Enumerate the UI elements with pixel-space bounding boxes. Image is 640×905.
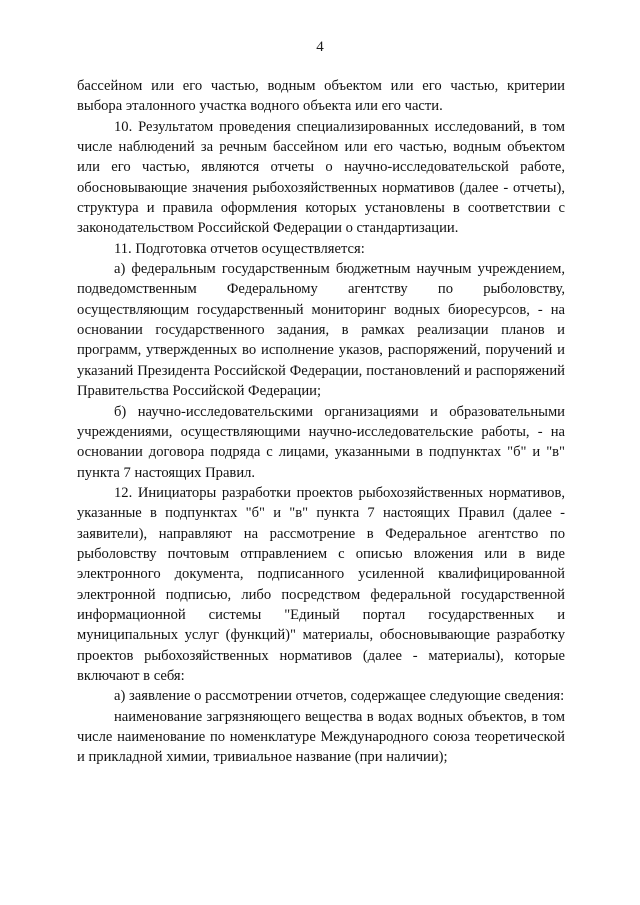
document-body <box>77 76 565 768</box>
paragraph-item-11b: б) научно-исследовательскими организациями и образовательными учреждениями, осуществляющими научно-исследовательские работы, - на основании договора подряда с лицами, указанными в подпунктах "б" и "в" пункта 7 настоящих Правил. <box>77 403 565 481</box>
paragraph-item-10: 10. Результатом проведения специализированных исследований, в том числе наблюдений за речным бассейном или его частью, водным объектом или его частью, являются отчеты о научно-исследовательской работе, обосновывающие значения рыбохозяйственных нормативов (далее - отчеты), структура и правила оформления которых установлены в соответствии с законодательством Российской Федерации о стандартизации. <box>77 118 565 237</box>
paragraph-item-11: 11. Подготовка отчетов осуществляется: <box>114 240 365 257</box>
paragraph-item-11a: а) федеральным государственным бюджетным научным учреждением, подведомственным Федеральному агентству по рыболовству, осуществляющим государственный мониторинг водных биоресурсов, - на основании государственного задания, в рамках реализации планов и программ, утвержденных во исполнение указов, распоряжений, поручений и указаний Президента Российской Федерации, постановлений и распоряжений Правительства Российской Федерации; <box>77 261 565 400</box>
paragraph-continuation: бассейном или его частью, водным объектом или его частью, критерии выбора эталонного участка водного объекта или его части. <box>77 78 565 115</box>
page-number: 4 <box>316 39 324 55</box>
paragraph-item-12: 12. Инициаторы разработки проектов рыбохозяйственных нормативов, указанные в подпунктах "б" и "в" пункта 7 настоящих Правил (далее - заявители), направляют на рассмотрение в Федеральное агентство по рыболовству почтовым отправлением с описью вложения или в виде электронного документа, подписанного усиленной квалифицированной электронной подписью, либо посредством федеральной государственной информационной системы "Единый портал государственных и муниципальных услуг (функций)" материалы, обосновывающие разработку проектов рыбохозяйственных нормативов (далее - материалы), которые включают в себя: <box>77 484 565 684</box>
paragraph-substance-name: наименование загрязняющего вещества в водах водных объектов, в том числе наименование по номенклатуре Международного союза теоретической и прикладной химии, тривиальное название (при наличии); <box>77 708 565 766</box>
paragraph-item-12a: а) заявление о рассмотрении отчетов, содержащее следующие сведения: <box>114 688 565 705</box>
